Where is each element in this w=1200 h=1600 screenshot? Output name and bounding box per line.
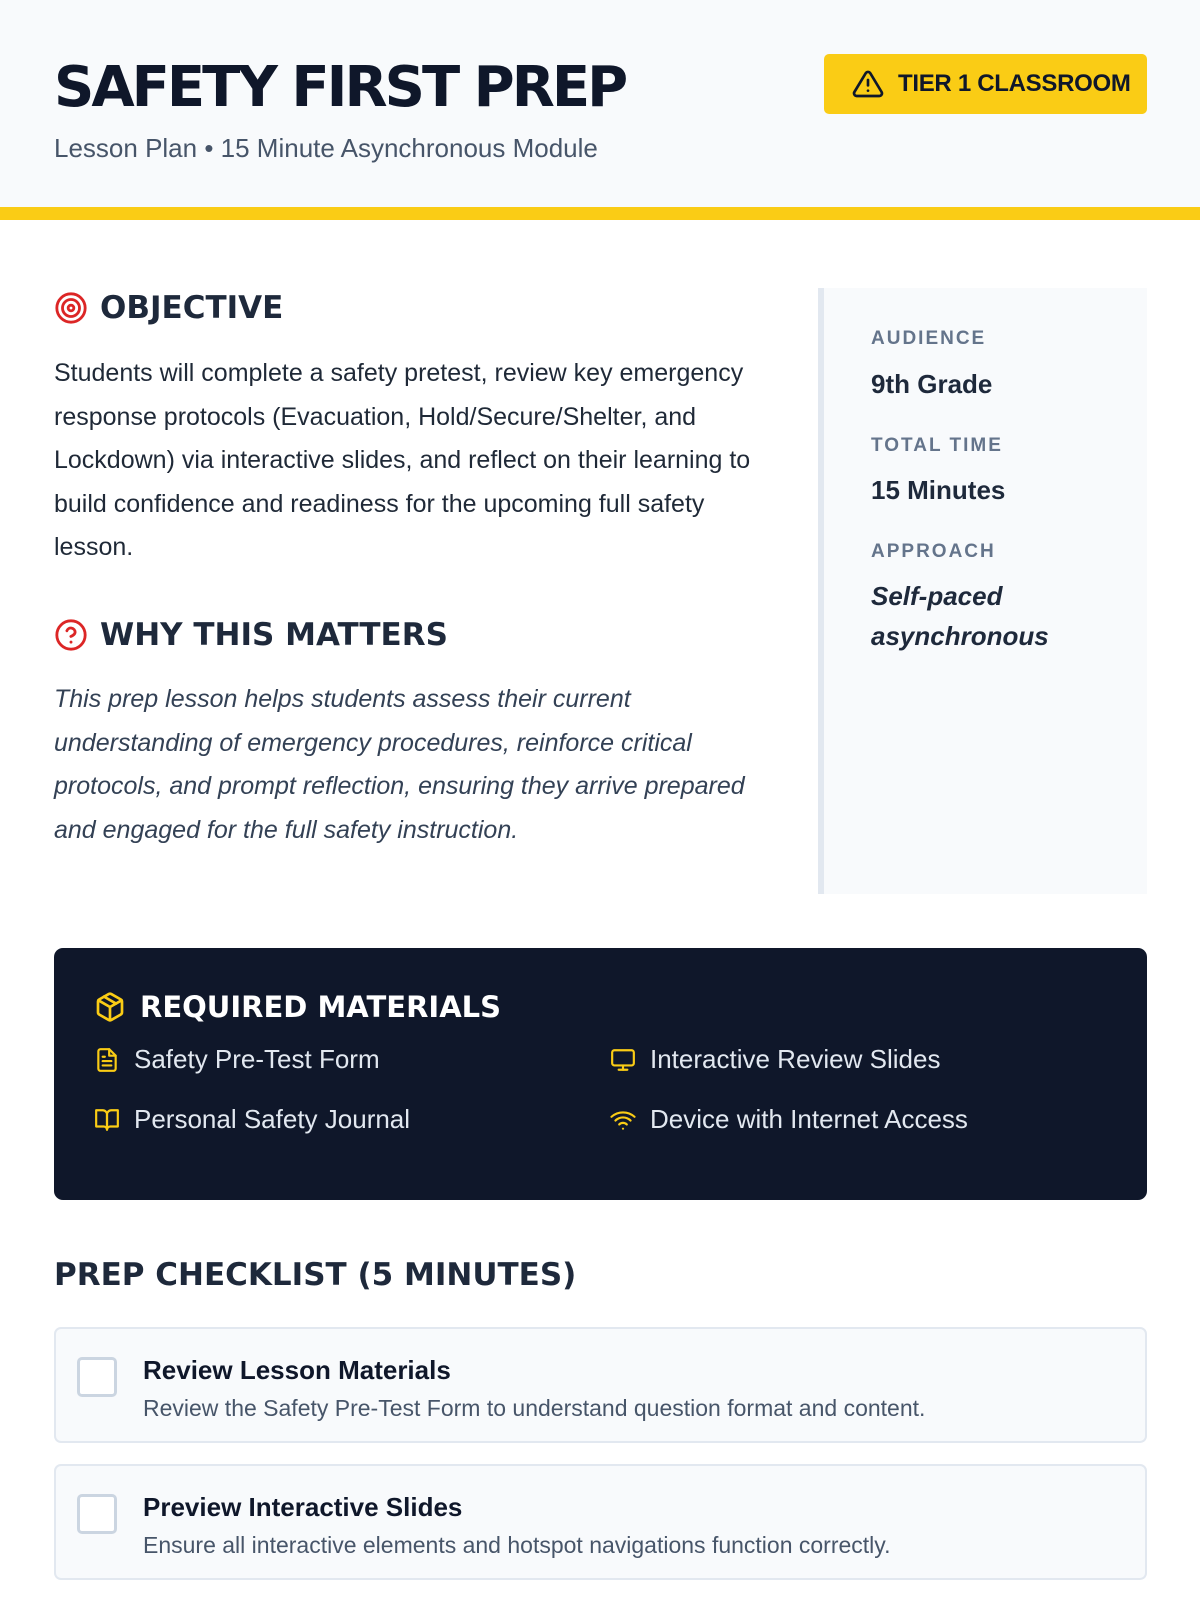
objective-heading <box>54 290 283 326</box>
checklist-checkbox[interactable] <box>77 1494 117 1534</box>
material-label: Device with Internet Access <box>650 1104 968 1134</box>
checklist-item-title: Review Lesson Materials <box>143 1355 451 1385</box>
why-heading <box>54 617 448 653</box>
checklist-item-description: Ensure all interactive elements and hotspot navigations function correctly. <box>143 1532 891 1558</box>
objective-heading-label: OBJECTIVE <box>100 290 284 326</box>
question-circle-icon <box>54 618 88 652</box>
approach-value: Self-paced asynchronous <box>871 581 1049 651</box>
material-item <box>94 1104 410 1135</box>
material-item <box>610 1104 968 1135</box>
checklist-item-description: Review the Safety Pre-Test Form to understand question format and content. <box>143 1395 926 1421</box>
approach-label: APPROACH <box>871 541 996 562</box>
material-label: Safety Pre-Test Form <box>134 1044 380 1074</box>
why-text: This prep lesson helps students assess their current understanding of emergency procedures, reinforce critical protocols, and prompt reflection, ensuring they arrive prepared and engaged for the full safety instruction. <box>54 685 745 844</box>
book-open-icon <box>94 1107 120 1133</box>
header <box>0 0 1200 220</box>
material-label: Personal Safety Journal <box>134 1104 411 1134</box>
material-label: Interactive Review Slides <box>650 1044 941 1074</box>
required-materials-panel <box>54 948 1147 1200</box>
audience-value: 9th Grade <box>871 369 993 399</box>
tier-badge-label: TIER 1 CLASSROOM <box>898 70 1131 97</box>
monitor-icon <box>610 1047 636 1073</box>
total-time-label: TOTAL TIME <box>871 435 1003 456</box>
material-item <box>94 1044 380 1075</box>
lesson-info-sidebar <box>818 288 1147 894</box>
target-icon <box>54 291 88 325</box>
tier-badge <box>824 54 1147 114</box>
why-heading-label: WHY THIS MATTERS <box>100 617 448 653</box>
audience-label: AUDIENCE <box>871 328 987 349</box>
checklist-item[interactable] <box>54 1327 1147 1443</box>
material-item <box>610 1044 940 1075</box>
materials-heading <box>94 990 501 1024</box>
checklist-item[interactable] <box>54 1464 1147 1580</box>
page-title: SAFETY FIRST PREP <box>54 55 626 120</box>
package-icon <box>94 991 126 1023</box>
materials-heading-label: REQUIRED MATERIALS <box>140 990 502 1024</box>
warning-triangle-icon <box>852 68 884 100</box>
wifi-icon <box>610 1107 636 1133</box>
checklist-item-title: Preview Interactive Slides <box>143 1492 463 1522</box>
checklist-checkbox[interactable] <box>77 1357 117 1397</box>
objective-text: Students will complete a safety pretest, review key emergency response protocols (Evacuation, Hold/Secure/Shelter, and Lockdown) via interactive slides, and reflect on their learning to build confidence and readiness for the upcoming full safety lesson. <box>54 359 751 561</box>
checklist-title: PREP CHECKLIST (5 MINUTES) <box>54 1257 577 1293</box>
page-subtitle: Lesson Plan • 15 Minute Asynchronous Module <box>54 133 598 163</box>
document-icon <box>94 1047 120 1073</box>
total-time-value: 15 Minutes <box>871 475 1006 505</box>
